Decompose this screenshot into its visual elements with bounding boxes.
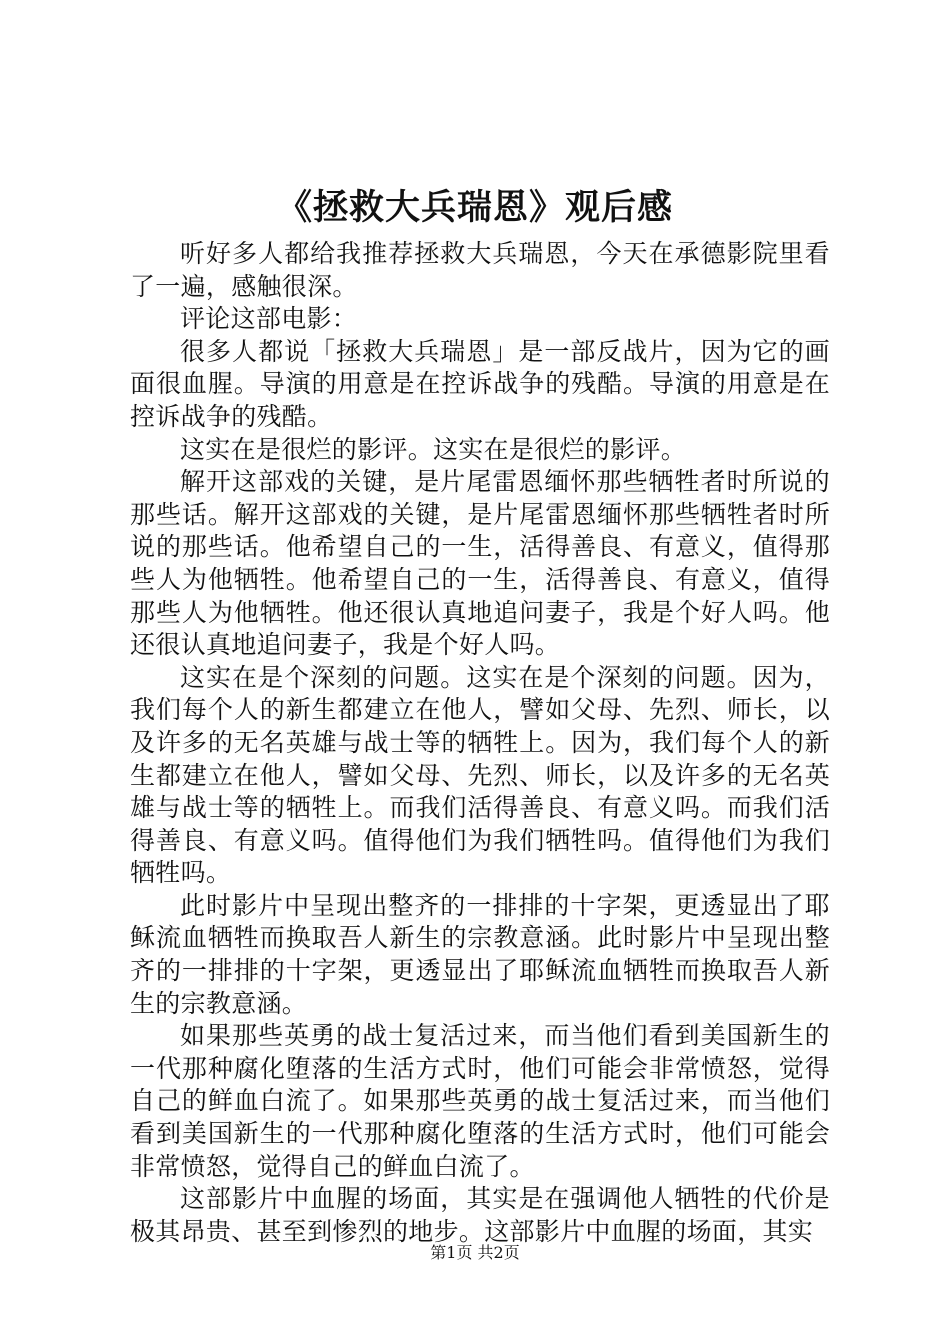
- page-footer: 第1页 共2页: [430, 1243, 520, 1262]
- paragraph: 解开这部戏的关键，是片尾雷恩缅怀那些牺牲者时所说的那些话。解开这部戏的关键，是片尾雷恩缅怀那些牺牲者时所说的那些话。他希望自己的一生，活得善良、有意义，值得那些人为他牺牲。他希望自己的一生，活得善良、有意义，值得那些人为他牺牲。他还很认真地追问妻子，我是个好人吗。他还很认真地追问妻子，我是个好人吗。: [130, 467, 830, 660]
- paragraph: 听好多人都给我推荐拯救大兵瑞恩，今天在承德影院里看了一遍，感触很深。: [130, 239, 830, 301]
- document-title: 《拯救大兵瑞恩》观后感: [276, 187, 673, 228]
- document-body: [130, 238, 830, 1248]
- paragraph: 评论这部电影：: [180, 304, 358, 334]
- paragraph: 很多人都说「拯救大兵瑞恩」是一部反战片，因为它的画面很血腥。导演的用意是在控诉战争的残酷。导演的用意是在控诉战争的残酷。: [130, 336, 830, 431]
- paragraph: 这实在是个深刻的问题。这实在是个深刻的问题。因为，我们每个人的新生都建立在他人，譬如父母、先烈、师长，以及许多的无名英雄与战士等的牺牲上。因为，我们每个人的新生都建立在他人，譬如父母、先烈、师长，以及许多的无名英雄与战士等的牺牲上。而我们活得善良、有意义吗。而我们活得善良、有意义吗。值得他们为我们牺牲吗。值得他们为我们牺牲吗。: [130, 662, 830, 888]
- paragraph: 此时影片中呈现出整齐的一排排的十字架，更透显出了耶稣流血牺牲而换取吾人新生的宗教意涵。此时影片中呈现出整齐的一排排的十字架，更透显出了耶稣流血牺牲而换取吾人新生的宗教意涵。: [130, 890, 830, 1018]
- paragraph: 如果那些英勇的战士复活过来，而当他们看到美国新生的一代那种腐化堕落的生活方式时，他们可能会非常愤怒，觉得自己的鲜血白流了。如果那些英勇的战士复活过来，而当他们看到美国新生的一代那种腐化堕落的生活方式时，他们可能会非常愤怒，觉得自己的鲜血白流了。: [130, 1021, 830, 1181]
- paragraph: 这部影片中血腥的场面，其实是在强调他人牺牲的代价是极其昂贵、甚至到惨烈的地步。这部影片中血腥的场面，其实: [130, 1184, 830, 1246]
- paragraph: 这实在是很烂的影评。这实在是很烂的影评。: [180, 434, 687, 464]
